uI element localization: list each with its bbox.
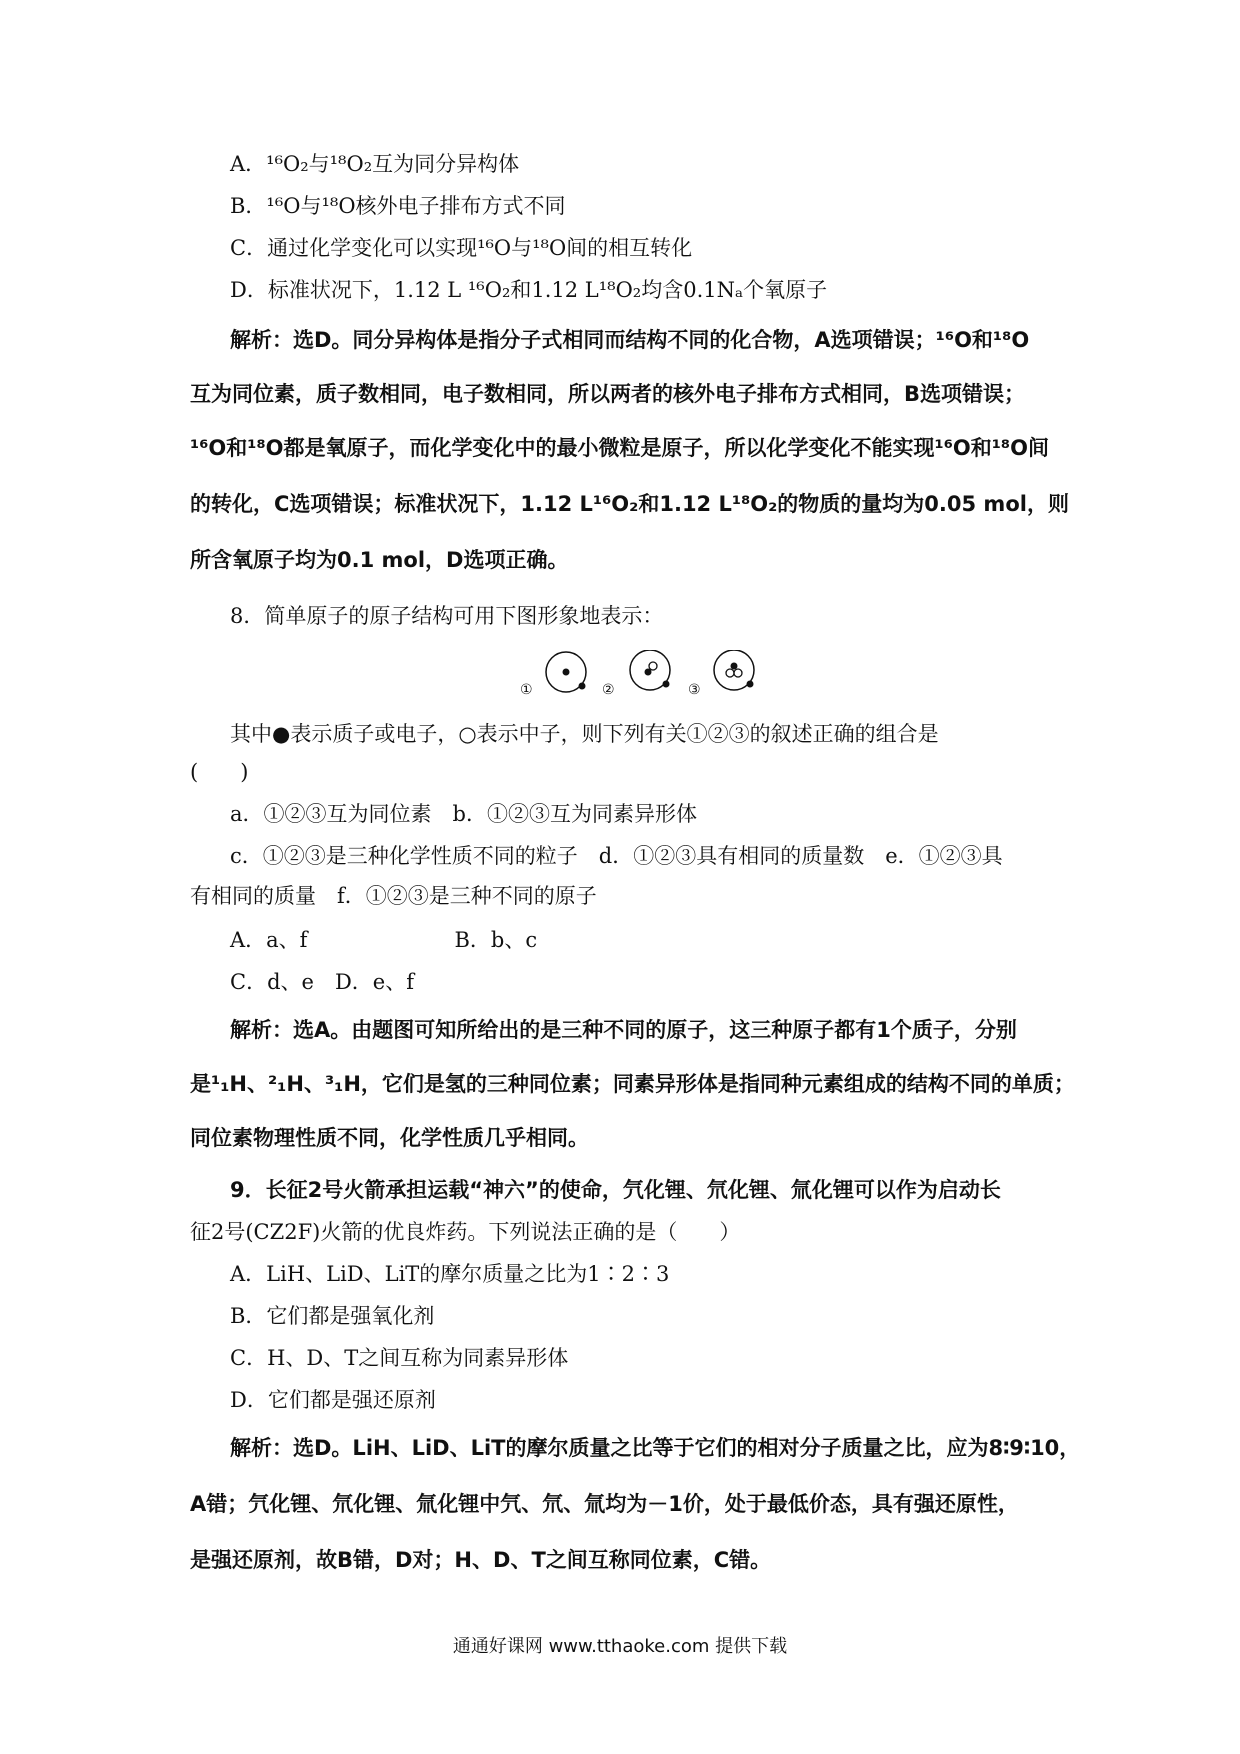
q7-solution-line-4: 的转化，C选项错误；标准状况下，1.12 L¹⁶O₂和1.12 L¹⁸O₂的物质的量均为0.05 mol，则 [190,492,1069,516]
q7-solution-line-3: ¹⁶O和¹⁸O都是氧原子，而化学变化中的最小微粒是原子，所以化学变化不能实现¹⁶O和¹⁸O间 [190,436,1049,460]
q7-option-a: A．¹⁶O₂与¹⁸O₂互为同分异构体 [230,152,520,176]
q9-solution-line-3: 是强还原剂，故B错，D对；H、D、T之间互称同位素，C错。 [190,1548,772,1572]
q9-option-b: B．它们都是强氧化剂 [230,1304,435,1328]
q7-solution-line-1: 解析：选D。同分异构体是指分子式相同而结构不同的化合物，A选项错误；¹⁶O和¹⁸O [230,328,1030,352]
q9-solution-line-1: 解析：选D。LiH、LiD、LiT的摩尔质量之比等于它们的相对分子质量之比，应为8∶9∶10， [230,1436,1081,1460]
atom-3-neutron-1 [726,669,734,677]
q8-option-cd: C．d、e D．e、f [230,970,414,994]
q9-option-c: C．H、D、T之间互称为同素异形体 [230,1346,569,1370]
atom-label-2: ② [602,682,615,698]
q8-stem: 8．简单原子的原子结构可用下图形象地表示： [230,604,664,628]
q8-choices-cde: c．①②③是三种化学性质不同的粒子 d．①②③具有相同的质量数 e．①②③具 [230,844,1003,868]
q8-text-line-1: 其中●表示质子或电子，○表示中子，则下列有关①②③的叙述正确的组合是 [230,722,939,746]
q7-option-b: B．¹⁶O与¹⁸O核外电子排布方式不同 [230,194,566,218]
atom-diagram-svg [520,650,780,710]
q7-option-d: D．标准状况下，1.12 L ¹⁶O₂和1.12 L¹⁸O₂均含0.1Nₐ个氧原子 [230,278,828,302]
q7-solution-line-2: 互为同位素，质子数相同，电子数相同，所以两者的核外电子排布方式相同，B选项错误； [190,382,1026,406]
atom-diagrams [520,650,780,710]
q8-option-ab: A．a、f B．b、c [230,928,538,952]
q8-solution-line-1: 解析：选A。由题图可知所给出的是三种不同的原子，这三种原子都有1个质子，分别 [230,1018,1017,1042]
q8-solution-line-2: 是¹₁H、²₁H、³₁H，它们是氢的三种同位素；同素异形体是指同种元素组成的结构不同的单质； [190,1072,1075,1096]
atom-3-electron [747,681,754,688]
atom-1-proton [563,669,570,676]
atom-1-electron [579,683,586,690]
q9-stem-line-2: 征2号(CZ2F)火箭的优良炸药。下列说法正确的是（ ） [190,1220,741,1244]
q9-stem-line-1: 9．长征2号火箭承担运载“神六”的使命，氕化锂、氘化锂、氚化锂可以作为启动长 [230,1178,1001,1202]
atom-3-neutron-2 [734,669,742,677]
q9-solution-line-2: A错；氕化锂、氘化锂、氚化锂中氕、氘、氚均为－1价，处于最低价态，具有强还原性， [190,1492,1019,1516]
q8-solution-line-3: 同位素物理性质不同，化学性质几乎相同。 [190,1126,589,1150]
page-footer: 通通好课网 www.tthaoke.com 提供下载 [452,1636,788,1657]
atom-2-neutron [649,662,657,670]
q8-choices-ef: 有相同的质量 f．①②③是三种不同的原子 [190,884,597,908]
atom-label-3: ③ [688,682,701,698]
atom-2-electron [663,681,670,688]
q8-choices-ab: a．①②③互为同位素 b．①②③互为同素异形体 [230,802,697,826]
q9-option-d: D．它们都是强还原剂 [230,1388,436,1412]
q7-option-c: C．通过化学变化可以实现¹⁶O与¹⁸O间的相互转化 [230,236,693,260]
atom-3-proton [731,663,738,670]
q8-answer-blank: ( ) [190,760,249,784]
q9-option-a: A．LiH、LiD、LiT的摩尔质量之比为1∶2∶3 [230,1262,670,1286]
q7-solution-line-5: 所含氧原子均为0.1 mol，D选项正确。 [190,548,569,572]
atom-label-1: ① [520,682,533,698]
